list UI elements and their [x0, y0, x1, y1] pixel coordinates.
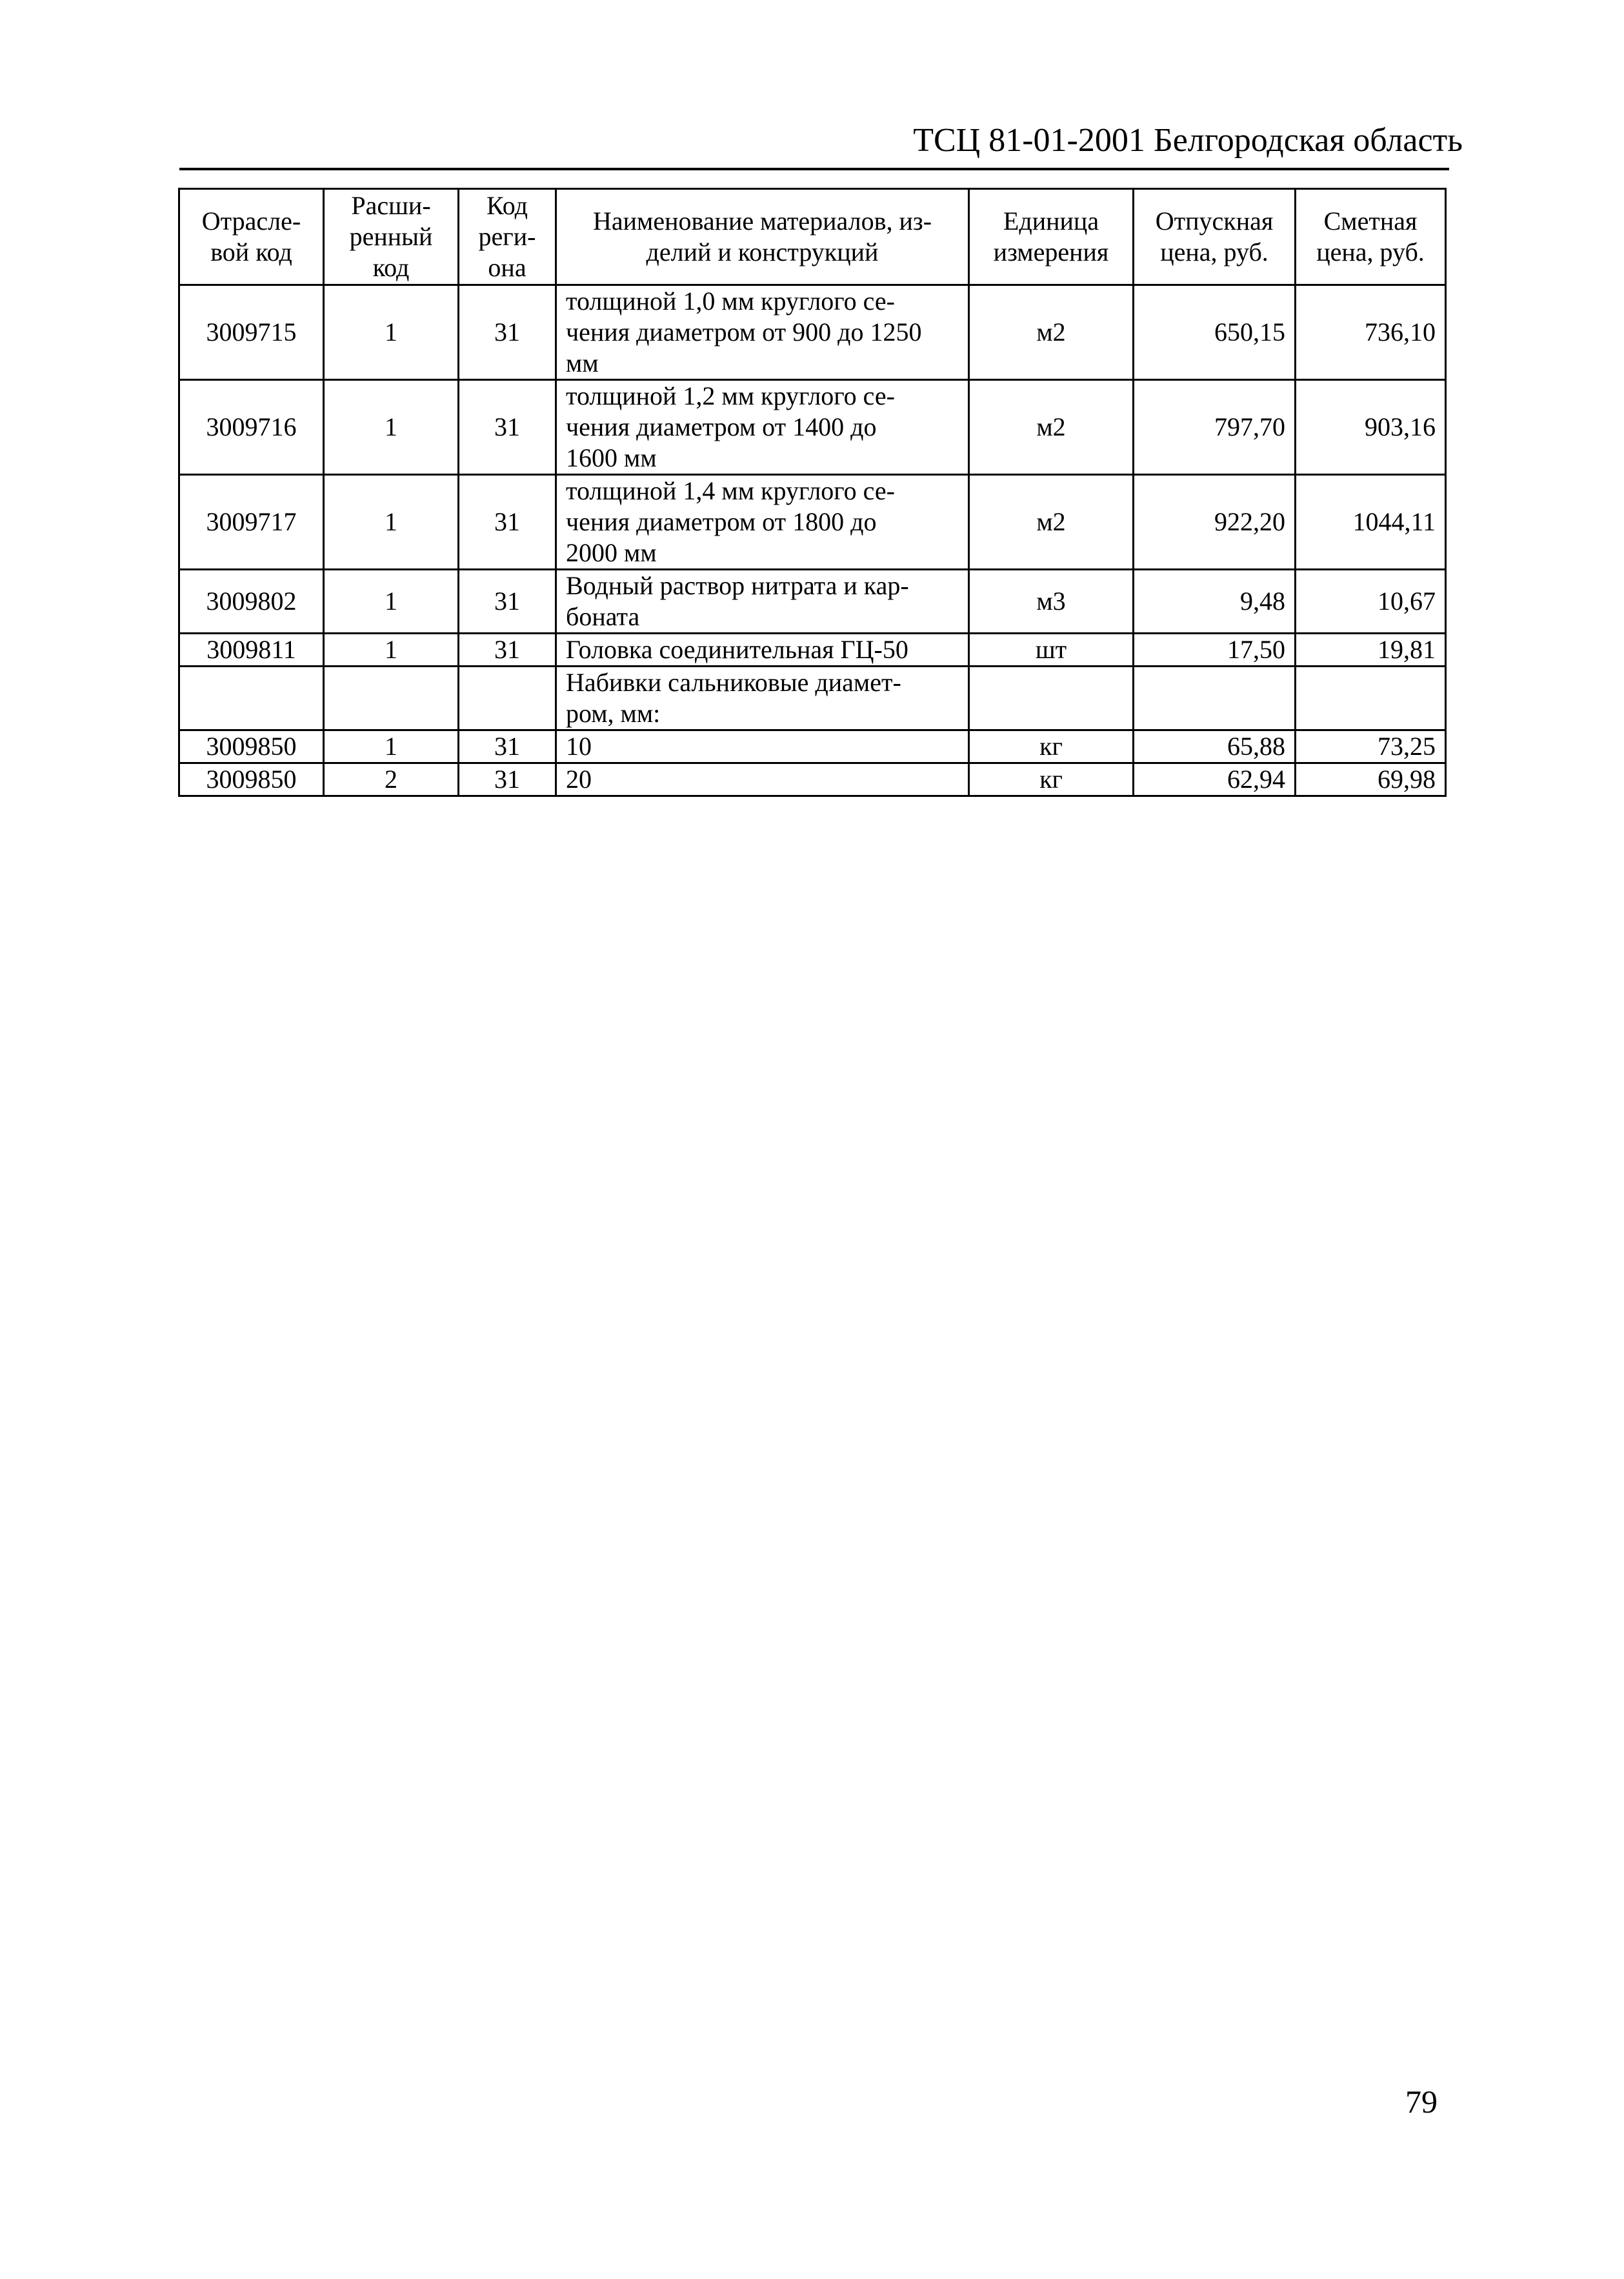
cell-code: 3009811 — [179, 634, 324, 667]
cell-region-code: 31 — [459, 763, 556, 796]
cell-name: толщиной 1,4 мм круглого се- чения диаметром от 1800 до 2000 мм — [556, 475, 969, 570]
table-row — [179, 570, 1446, 634]
cell-estimate-price: 903,16 — [1296, 380, 1446, 475]
cell-region-code: 31 — [459, 570, 556, 634]
table-row — [179, 730, 1446, 763]
cell-estimate-price: 1044,11 — [1296, 475, 1446, 570]
cell-release-price: 650,15 — [1134, 285, 1296, 380]
cell-code: 3009850 — [179, 730, 324, 763]
cell-ext-code: 2 — [324, 763, 459, 796]
cell-name: 20 — [556, 763, 969, 796]
cell-name: Набивки сальниковые диамет- ром, мм: — [556, 667, 969, 730]
table-row — [179, 285, 1446, 380]
column-header-code: Отрасле- вой код — [179, 189, 324, 285]
cell-ext-code: 1 — [324, 285, 459, 380]
cell-region-code: 31 — [459, 475, 556, 570]
column-header-unit: Единица измерения — [969, 189, 1134, 285]
cell-unit: м2 — [969, 380, 1134, 475]
column-header-ext-code: Расши- ренный код — [324, 189, 459, 285]
cell-ext-code: 1 — [324, 475, 459, 570]
cell-name: толщиной 1,2 мм круглого се- чения диаметром от 1400 до 1600 мм — [556, 380, 969, 475]
cell-name: Головка соединительная ГЦ-50 — [556, 634, 969, 667]
cell-region-code: 31 — [459, 285, 556, 380]
cell-estimate-price: 10,67 — [1296, 570, 1446, 634]
table-row — [179, 634, 1446, 667]
cell-estimate-price: 73,25 — [1296, 730, 1446, 763]
column-header-estimate-price: Сметная цена, руб. — [1296, 189, 1446, 285]
document-header: ТСЦ 81-01-2001 Белгородская область — [913, 122, 1463, 159]
cell-region-code: 31 — [459, 380, 556, 475]
column-header-release-price: Отпускная цена, руб. — [1134, 189, 1296, 285]
cell-unit — [969, 667, 1134, 730]
table-row — [179, 475, 1446, 570]
header-rule — [179, 168, 1449, 170]
cell-unit: шт — [969, 634, 1134, 667]
cell-unit: м2 — [969, 475, 1134, 570]
cell-ext-code — [324, 667, 459, 730]
cell-code: 3009802 — [179, 570, 324, 634]
cell-estimate-price — [1296, 667, 1446, 730]
cell-name: Водный раствор нитрата и кар- боната — [556, 570, 969, 634]
cell-release-price: 922,20 — [1134, 475, 1296, 570]
cell-unit: м2 — [969, 285, 1134, 380]
table-row — [179, 380, 1446, 475]
column-header-region-code: Код реги- она — [459, 189, 556, 285]
cell-release-price: 17,50 — [1134, 634, 1296, 667]
cell-name: 10 — [556, 730, 969, 763]
cell-release-price — [1134, 667, 1296, 730]
cell-estimate-price: 736,10 — [1296, 285, 1446, 380]
page-number: 79 — [1405, 2083, 1438, 2120]
cell-code: 3009716 — [179, 380, 324, 475]
cell-estimate-price: 19,81 — [1296, 634, 1446, 667]
cell-ext-code: 1 — [324, 634, 459, 667]
cell-ext-code: 1 — [324, 730, 459, 763]
cell-release-price: 797,70 — [1134, 380, 1296, 475]
cell-code — [179, 667, 324, 730]
table-row — [179, 763, 1446, 796]
cell-estimate-price: 69,98 — [1296, 763, 1446, 796]
cell-unit: кг — [969, 763, 1134, 796]
cell-code: 3009715 — [179, 285, 324, 380]
cell-code: 3009717 — [179, 475, 324, 570]
cell-ext-code: 1 — [324, 570, 459, 634]
cell-ext-code: 1 — [324, 380, 459, 475]
table-header-row — [179, 189, 1446, 285]
price-table — [178, 188, 1447, 797]
cell-region-code — [459, 667, 556, 730]
cell-region-code: 31 — [459, 634, 556, 667]
cell-name: толщиной 1,0 мм круглого се- чения диаметром от 900 до 1250 мм — [556, 285, 969, 380]
cell-unit: кг — [969, 730, 1134, 763]
cell-release-price: 62,94 — [1134, 763, 1296, 796]
table-section-row — [179, 667, 1446, 730]
cell-region-code: 31 — [459, 730, 556, 763]
cell-code: 3009850 — [179, 763, 324, 796]
column-header-name: Наименование материалов, из- делий и конструкций — [556, 189, 969, 285]
cell-release-price: 65,88 — [1134, 730, 1296, 763]
cell-unit: м3 — [969, 570, 1134, 634]
cell-release-price: 9,48 — [1134, 570, 1296, 634]
